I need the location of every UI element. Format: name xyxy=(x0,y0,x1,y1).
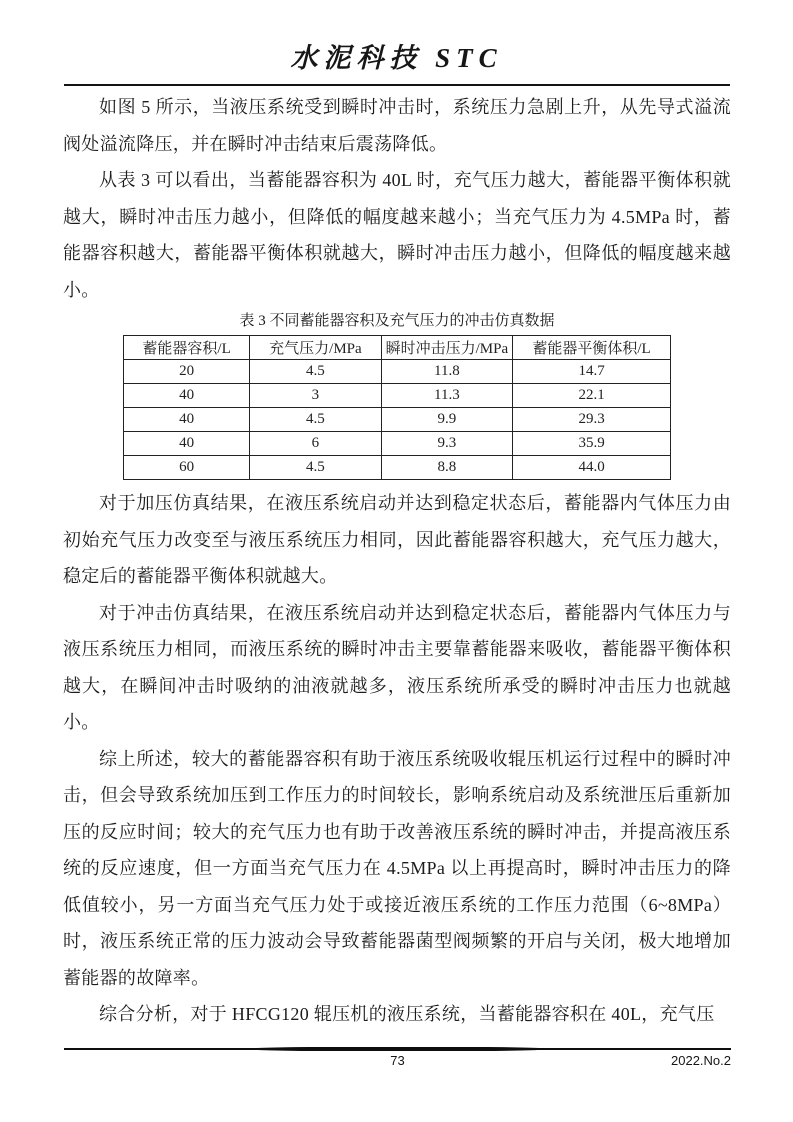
table-row xyxy=(124,336,671,360)
paragraph-fig5-description: 如图 5 所示，当液压系统受到瞬时冲击时，系统压力急剧上升，从先导式溢流阀处溢流降压，并在瞬时冲击结束后震荡降低。 xyxy=(63,97,731,154)
col-header-balance-volume: 蓄能器平衡体积/L xyxy=(513,336,671,360)
table-row xyxy=(124,408,671,432)
table-cell: 11.3 xyxy=(381,384,512,408)
table-cell: 29.3 xyxy=(513,408,671,432)
page-number: 73 xyxy=(390,1053,405,1068)
col-header-charge-pressure: 充气压力/MPa xyxy=(250,336,381,360)
table-cell: 4.5 xyxy=(250,456,381,480)
page-header xyxy=(0,0,793,86)
table-cell: 8.8 xyxy=(381,456,512,480)
table-row xyxy=(124,456,671,480)
table-cell: 11.8 xyxy=(381,360,512,384)
paragraph-pressurization-simulation: 对于加压仿真结果，在液压系统启动并达到稳定状态后，蓄能器内气体压力由初始充气压力改变至与液压系统压力相同，因此蓄能器容积越大，充气压力越大，稳定后的蓄能器平衡体积就越大。 xyxy=(63,493,731,586)
issue-label: 2022.No.2 xyxy=(671,1053,731,1068)
footer-row xyxy=(64,1053,731,1071)
article-body xyxy=(63,89,731,1033)
table-cell: 3 xyxy=(250,384,381,408)
table-cell: 14.7 xyxy=(513,360,671,384)
paragraph-impact-simulation: 对于冲击仿真结果，在液压系统启动并达到稳定状态后，蓄能器内气体压力与液压系统压力相同，而液压系统的瞬时冲击主要靠蓄能器来吸收，蓄能器平衡体积越大，在瞬间冲击时吸纳的油液就越多，液压系统所承受的瞬时冲击压力也就越小。 xyxy=(63,602,731,732)
table-cell: 22.1 xyxy=(513,384,671,408)
table-row xyxy=(124,432,671,456)
table-cell: 40 xyxy=(124,384,250,408)
table-cell: 20 xyxy=(124,360,250,384)
table-caption: 表 3 不同蓄能器容积及充气压力的冲击仿真数据 xyxy=(239,313,555,329)
table-cell: 35.9 xyxy=(513,432,671,456)
simulation-data-table xyxy=(123,335,671,480)
col-header-accumulator-volume: 蓄能器容积/L xyxy=(124,336,250,360)
table-cell: 9.3 xyxy=(381,432,512,456)
paragraph-comprehensive-analysis: 综合分析，对于 HFCG120 辊压机的液压系统，当蓄能器容积在 40L，充气压 xyxy=(99,1004,715,1024)
table-row xyxy=(124,384,671,408)
table-cell: 40 xyxy=(124,432,250,456)
header-rule xyxy=(64,84,730,86)
table-row xyxy=(124,360,671,384)
paragraph-table3-analysis: 从表 3 可以看出，当蓄能器容积为 40L 时，充气压力越大，蓄能器平衡体积就越大，瞬时冲击压力越小，但降低的幅度越来越小；当充气压力为 4.5MPa 时，蓄能器容积越大，蓄能器平衡体积就越大，瞬时冲击压力越小，但降低的幅度越来越小。 xyxy=(63,170,731,300)
footer-rule xyxy=(64,1048,731,1050)
table-cell: 60 xyxy=(124,456,250,480)
table-cell: 4.5 xyxy=(250,360,381,384)
table-cell: 4.5 xyxy=(250,408,381,432)
page-footer xyxy=(0,1048,793,1071)
table-cell: 6 xyxy=(250,432,381,456)
table-cell: 9.9 xyxy=(381,408,512,432)
journal-title: 水泥科技 STC xyxy=(290,43,503,73)
table-cell: 40 xyxy=(124,408,250,432)
table-header-row xyxy=(124,336,671,360)
table-cell: 44.0 xyxy=(513,456,671,480)
paragraph-summary: 综上所述，较大的蓄能器容积有助于液压系统吸收辊压机运行过程中的瞬时冲击，但会导致系统加压到工作压力的时间较长，影响系统启动及系统泄压后重新加压的反应时间；较大的充气压力也有助于改善液压系统的瞬时冲击，并提高液压系统的反应速度，但一方面当充气压力在 4.5MPa 以上再提高时，瞬时冲击压力的降低值较小，另一方面当充气压力处于或接近液压系统的工作压力范围（6~8MPa）时，液压系统正常的压力波动会导致蓄能器菌型阀频繁的开启与关闭，极大地增加蓄能器的故障率。 xyxy=(63,748,731,988)
col-header-impact-pressure: 瞬时冲击压力/MPa xyxy=(381,336,512,360)
table-body xyxy=(124,360,671,480)
